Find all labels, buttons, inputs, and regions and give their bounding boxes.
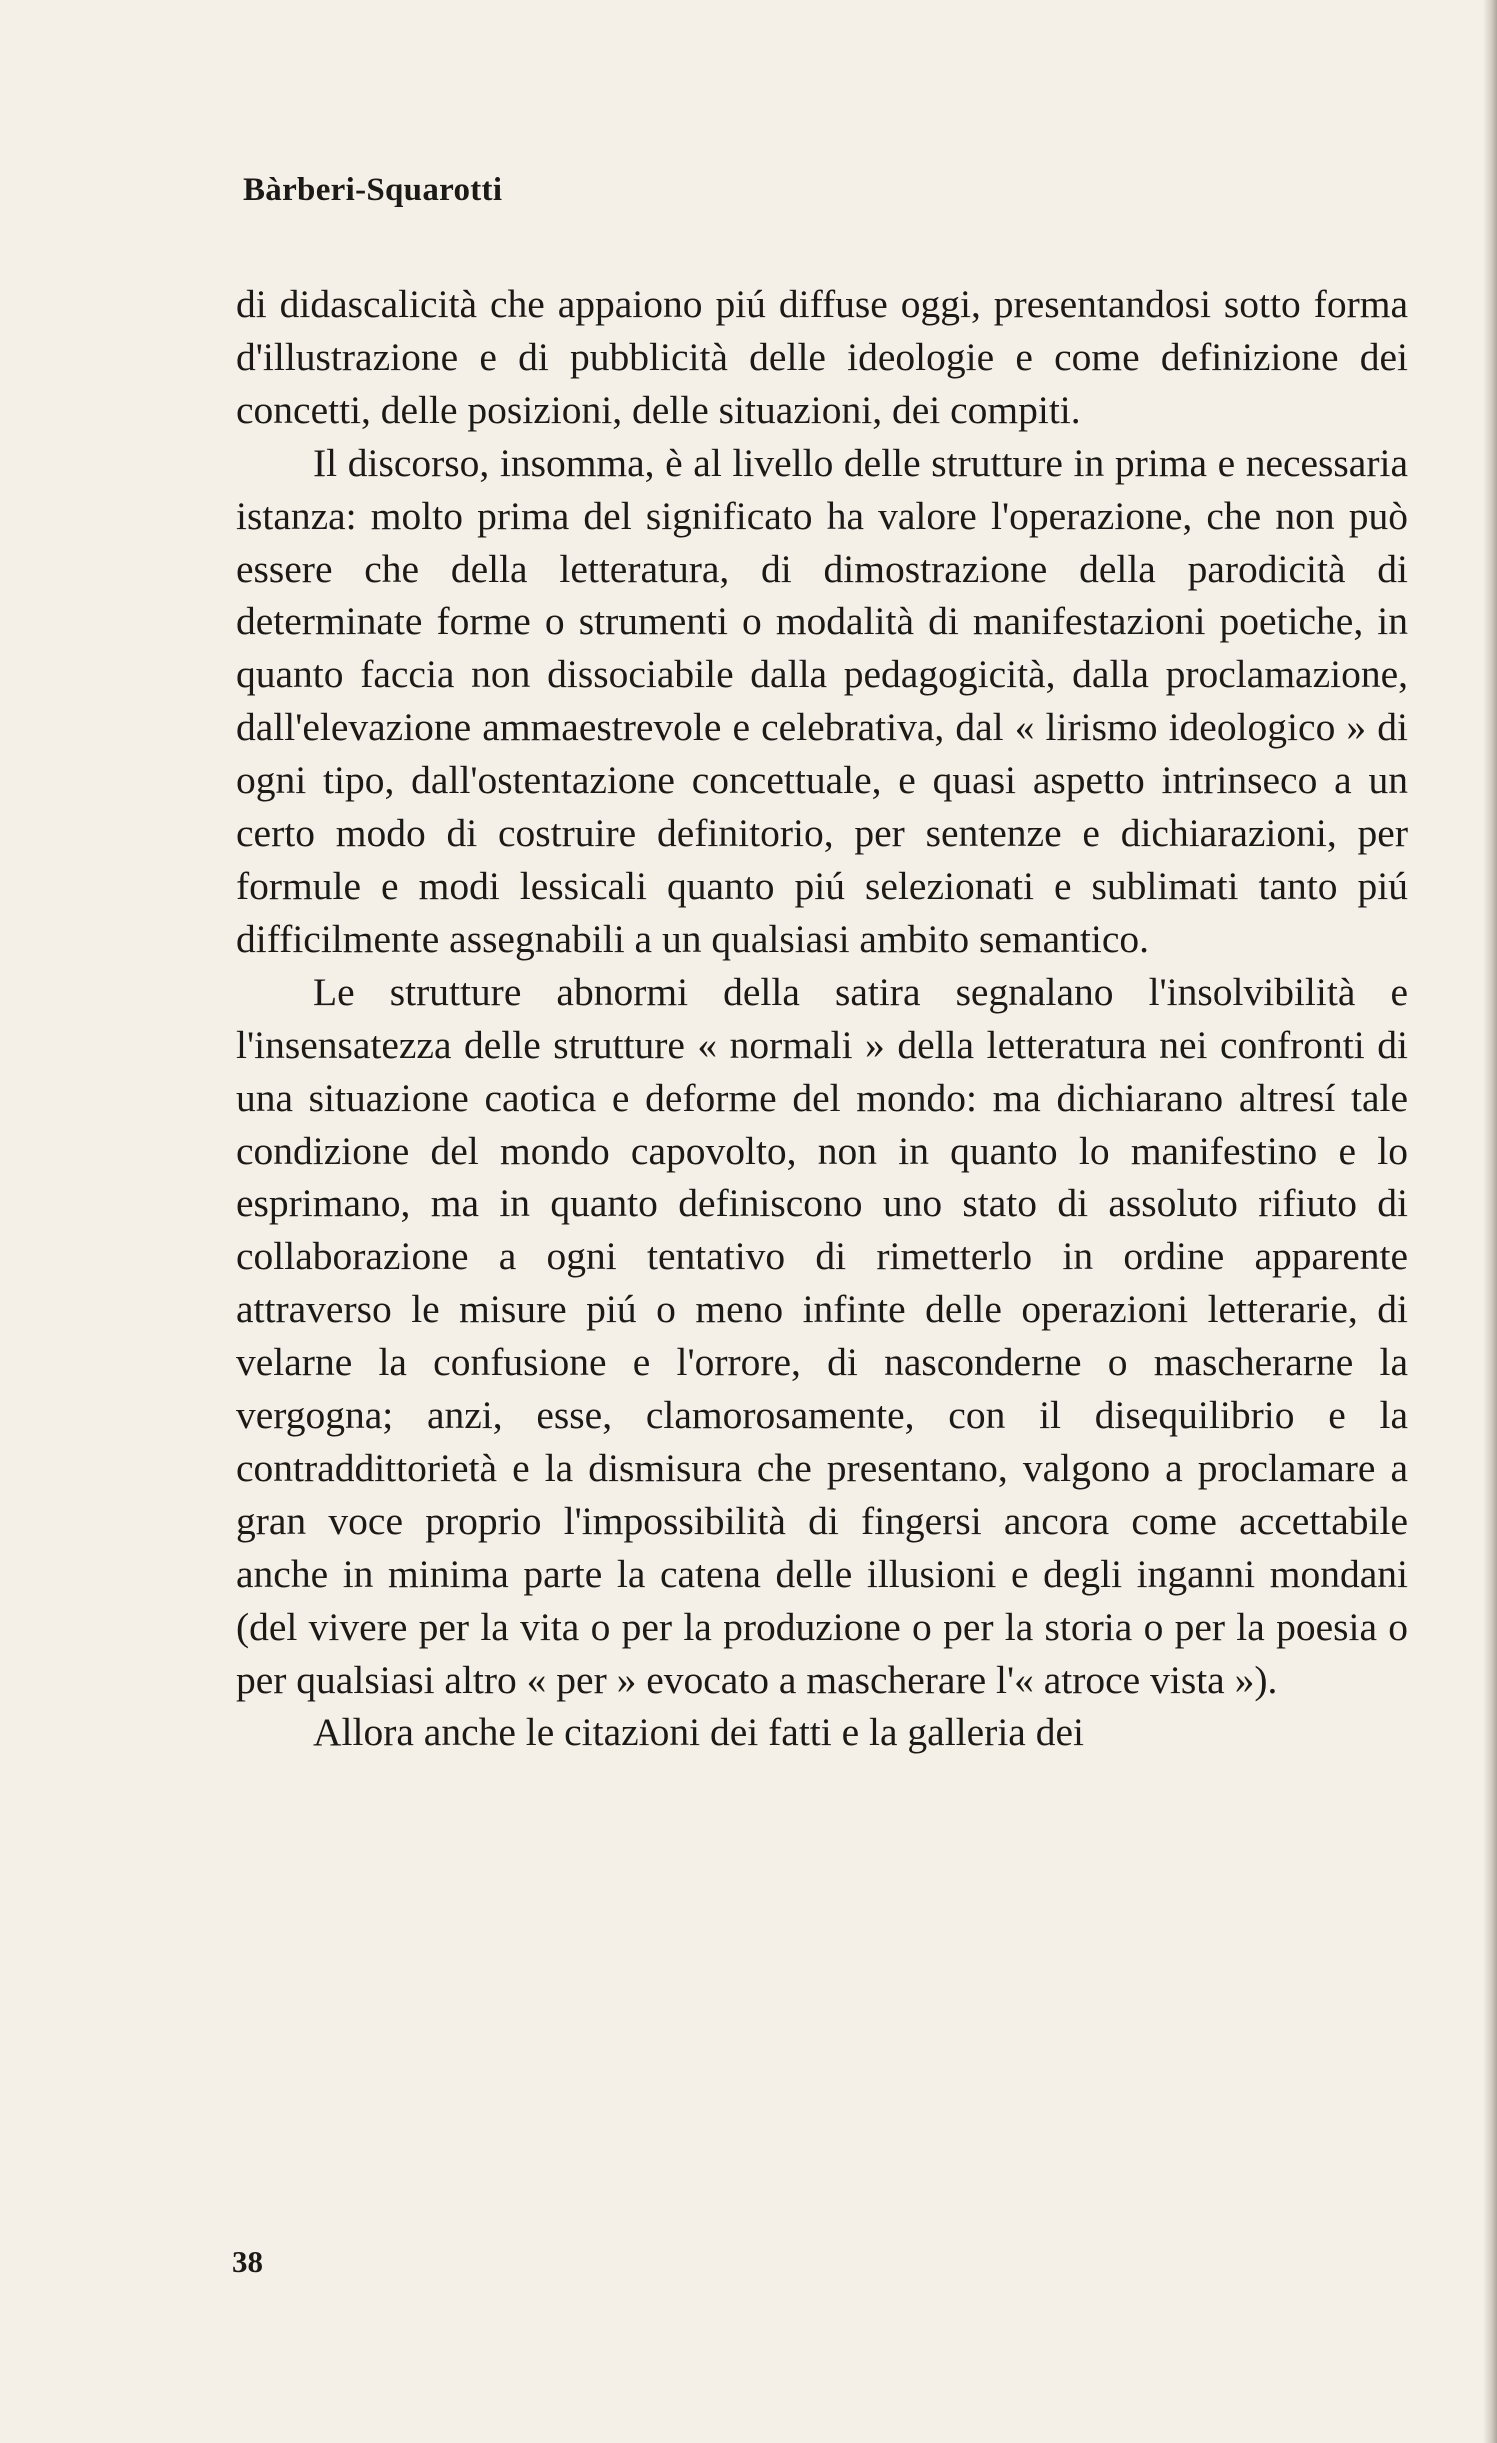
- paragraph-1: di didascalicità che appaiono piú diffuse oggi, presentandosi sotto forma d'illustrazione e di pubblicità delle ideologie e come definizione dei concetti, delle posizioni, delle situazioni, dei compiti.: [236, 282, 1408, 432]
- page-edge-shadow: [1483, 0, 1497, 2443]
- page-number: 38: [232, 2244, 263, 2279]
- paragraph-4: Allora anche le citazioni dei fatti e la galleria dei: [313, 1710, 1084, 1755]
- paragraph-3: Le strutture abnormi della satira segnalano l'insolvibilità e l'insensatezza delle strutture « normali » della letteratura nei confronti di una situazione caotica e deforme del mondo: ma dichiarano altresí tale condizione del mondo capovolto, non in quanto lo manifestino e lo esprimano, ma in quanto definiscono uno stato di assoluto rifiuto di collaborazione a ogni tentativo di rimetterlo in ordine apparente attraverso le misure piú o meno infinte delle operazioni letterarie, di velarne la confusione e l'orrore, di nasconderne o mascherarne la vergogna; anzi, esse, clamorosamente, con il disequilibrio e la contraddittorietà e la dismisura che presentano, valgono a proclamare a gran voce proprio l'impossibilità di fingersi ancora come accettabile anche in minima parte la catena delle illusioni e degli inganni mondani (del vivere per la vita o per la produzione o per la storia o per la poesia o per qualsiasi altro « per » evocato a mascherare l'« atroce vista »).: [236, 969, 1408, 1702]
- body-text: [236, 278, 1408, 1759]
- running-head: Bàrberi-Squarotti: [243, 172, 503, 208]
- paragraph-2: Il discorso, insomma, è al livello delle strutture in prima e necessaria istanza: molto prima del significato ha valore l'operazione, che non può essere che della letteratura, di dimostrazione della parodicità di determinate forme o strumenti o modalità di manifestazioni poetiche, in quanto faccia non dissociabile dalla pedagogicità, dalla proclamazione, dall'elevazione ammaestrevole e celebrativa, dal « lirismo ideologico » di ogni tipo, dall'ostentazione concettuale, e quasi aspetto intrinseco a un certo modo di costruire definitorio, per sentenze e dichiarazioni, per formule e modi lessicali quanto piú selezionati e sublimati tanto piú difficilmente assegnabili a un qualsiasi ambito semantico.: [236, 440, 1408, 961]
